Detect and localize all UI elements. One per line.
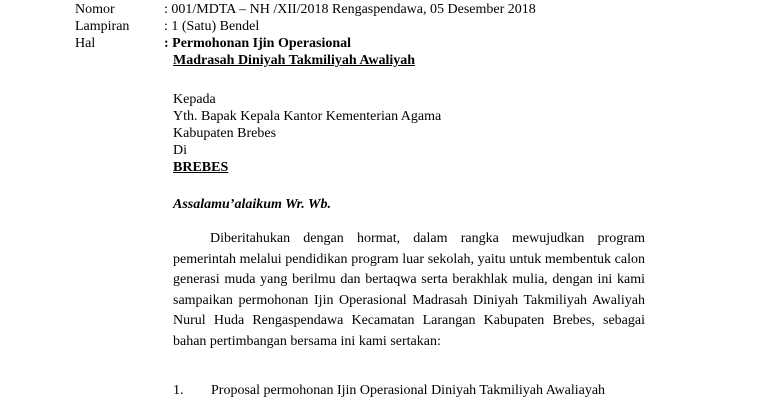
recipient-kepada: Kepada: [173, 92, 216, 107]
recipient-di: Di: [173, 143, 187, 158]
recipient-city: BREBES: [173, 160, 229, 175]
hal-value-line2: Madrasah Diniyah Takmiliyah Awaliyah: [173, 53, 416, 68]
list-item-number: 1.: [173, 383, 184, 398]
nomor-value: : 001/MDTA – NH /XII/2018 Rengaspendawa, 05 Desember 2018: [164, 2, 536, 17]
body-paragraph: Diberitahukan dengan hormat, dalam rangka mewujudkan program pemerintah melalui pendidikan program luar sekolah, yaitu untuk membentuk calon generasi muda yang berilmu dan bertaqwa serta berakhlak mulia, dengan ini kami sampaikan permohonan Ijin Operasional Madrasah Diniyah Takmiliyah Awaliyah Nurul Huda Rengaspendawa Kecamatan Larangan Kabupaten Brebes, sebagai bahan pertimbangan bersama ini kami sertakan:: [173, 231, 645, 349]
hal-label: Hal: [75, 36, 96, 51]
recipient-yth: Yth. Bapak Kepala Kantor Kementerian Agama: [173, 109, 442, 124]
lampiran-value: : 1 (Satu) Bendel: [164, 19, 260, 34]
greeting: Assalamu’alaikum Wr. Wb.: [173, 197, 331, 212]
nomor-label: Nomor: [75, 2, 115, 17]
lampiran-label: Lampiran: [75, 19, 130, 34]
recipient-kabupaten: Kabupaten Brebes: [173, 126, 277, 141]
hal-value-line1: : Permohonan Ijin Operasional: [164, 36, 352, 51]
list-item-text: Proposal permohonan Ijin Operasional Diniyah Takmiliyah Awaliayah: [211, 383, 606, 398]
